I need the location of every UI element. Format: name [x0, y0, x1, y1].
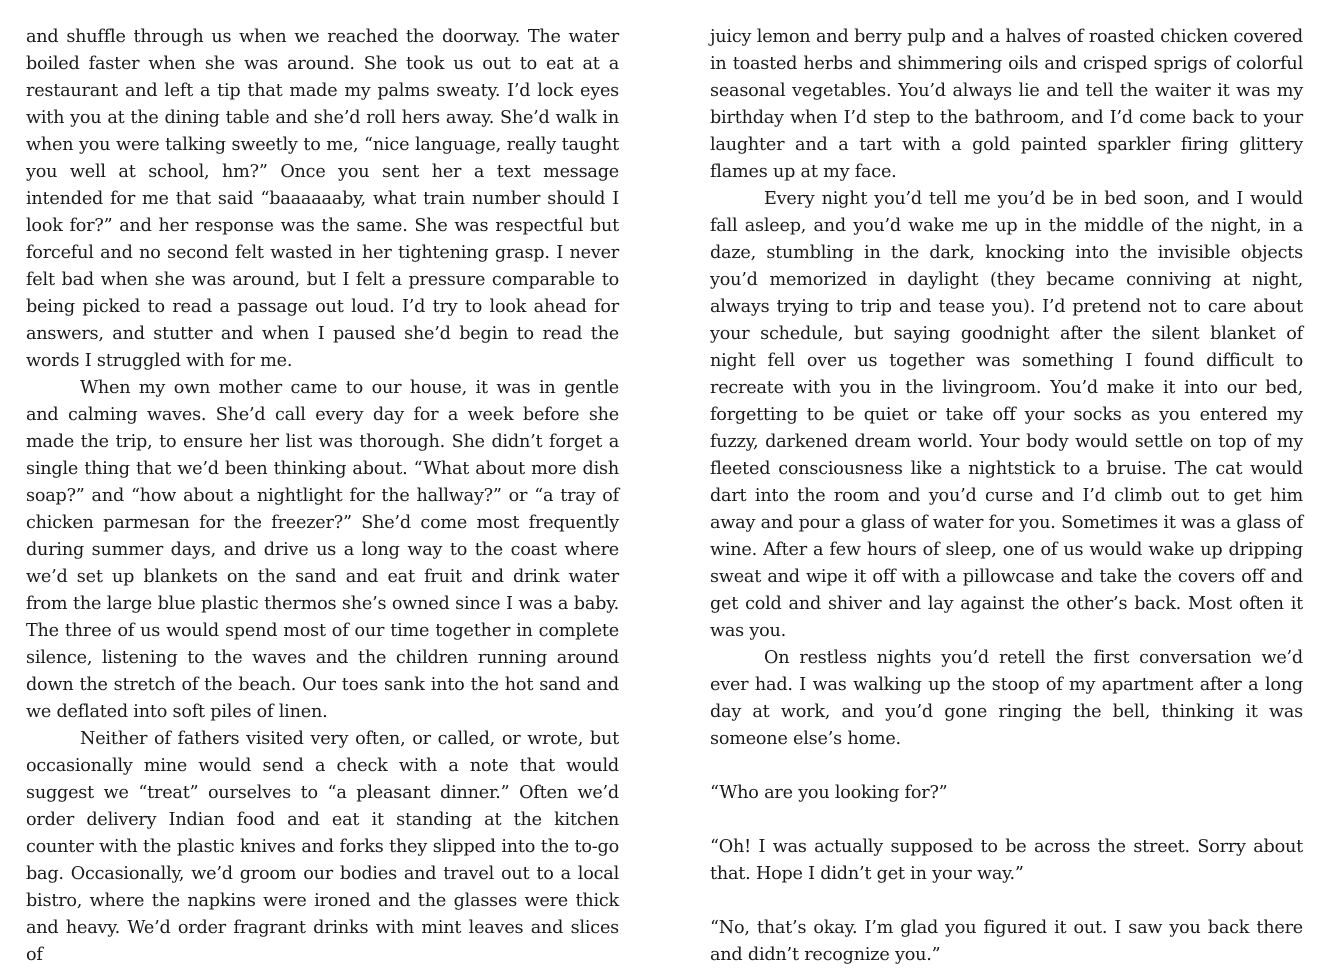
left-page [26, 24, 619, 969]
paragraph: and shuffle through us when we reached the doorway. The water boiled faster when she was around. She took us out to eat at a restaurant and left a tip that made my palms sweaty. I’d lock eyes with you at the dining table and she’d roll hers away. She’d walk in when you were talking sweetly to me, “nice language, really taught you well at school, hm?” Once you sent her a text message intended for me that said “baaaaaaby, what train number should I look for?” and her response was the same. She was respectful but forceful and no second felt wasted in her tightening grasp. I never felt bad when she was around, but I felt a pressure comparable to being picked to read a passage out loud. I’d try to look ahead for answers, and stutter and when I paused she’d begin to read the words I struggled with for me. [26, 27, 619, 371]
paragraph: Neither of fathers visited very often, or called, or wrote, but occasionally mine would send a check with a note that would suggest we “treat” ourselves to “a pleasant dinner.” Often we’d order delivery Indian food and eat it standing at the kitchen counter with the plastic knives and forks they slipped into the to-go bag. Occasionally, we’d groom our bodies and travel out to a local bistro, where the napkins were ironed and the glasses were thick and heavy. We’d order fragrant drinks with mint leaves and slices of [26, 729, 619, 965]
dialogue-line: “Who are you looking for?” [710, 783, 948, 803]
dialogue-line: “Oh! I was actually supposed to be across the street. Sorry about that. Hope I didn’t get in your way.” [710, 837, 1303, 884]
paragraph: Every night you’d tell me you’d be in bed soon, and I would fall asleep, and you’d wake me up in the middle of the night, in a daze, stumbling in the dark, knocking into the invisible objects you’d memorized in daylight (they became conniving at night, always trying to trip and tease you). I’d pretend not to care about your schedule, but saying goodnight after the silent blanket of night fell over us together was something I found difficult to recreate with you in the livingroom. You’d make it into our bed, forgetting to be quiet or take off your socks as you entered my fuzzy, darkened dream world. Your body would settle on top of my fleeted consciousness like a nightstick to a bruise. The cat would dart into the room and you’d curse and I’d climb out to get him away and pour a glass of water for you. Sometimes it was a glass of wine. After a few hours of sleep, one of us would wake up dripping sweat and wipe it off with a pillowcase and take the covers off and get cold and shiver and lay against the other’s back. Most often it was you. [710, 189, 1303, 641]
dialogue-line: “No, that’s okay. I’m glad you figured it out. I saw you back there and didn’t recognize you.” [710, 918, 1303, 965]
paragraph: juicy lemon and berry pulp and a halves of roasted chicken covered in toasted herbs and shimmering oils and crisped sprigs of colorful seasonal vegetables. You’d always lie and tell the waiter it was my birthday when I’d step to the bathroom, and I’d come back to your laughter and a tart with a gold painted sparkler firing glittery flames up at my face. [710, 27, 1303, 182]
paragraph: When my own mother came to our house, it was in gentle and calming waves. She’d call every day for a week before she made the trip, to ensure her list was thorough. She didn’t forget a single thing that we’d been thinking about. “What about more dish soap?” and “how about a nightlight for the hallway?” or “a tray of chicken parmesan for the freezer?” She’d come most frequently during summer days, and drive us a long way to the coast where we’d set up blankets on the sand and eat fruit and drink water from the large blue plastic thermos she’s owned since I was a baby. The three of us would spend most of our time together in complete silence, listening to the waves and the children running around down the stretch of the beach. Our toes sank into the hot sand and we deflated into soft piles of linen. [26, 378, 619, 722]
right-page [710, 24, 1303, 969]
paragraph: On restless nights you’d retell the first conversation we’d ever had. I was walking up the stoop of my apartment after a long day at work, and you’d gone ringing the bell, thinking it was someone else’s home. [710, 648, 1303, 749]
